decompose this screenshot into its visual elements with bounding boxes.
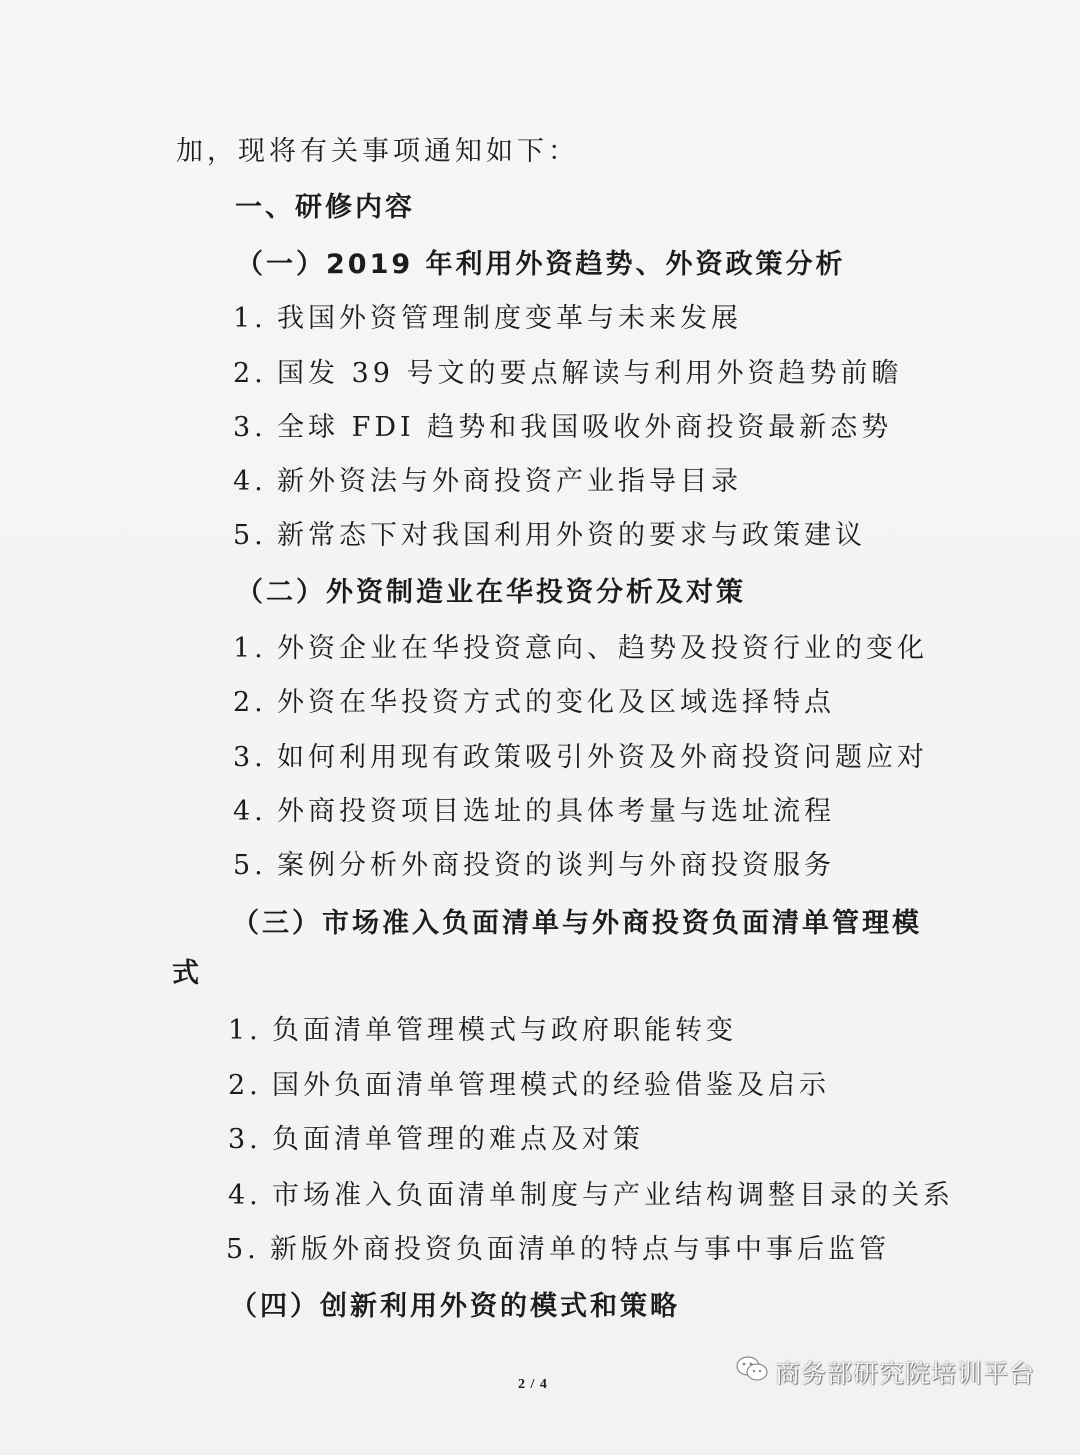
item-number: 1. bbox=[233, 633, 267, 664]
item-number: 5. bbox=[233, 520, 267, 551]
item-number: 1. bbox=[228, 1015, 262, 1046]
intro-line: 加，现将有关事项通知如下： bbox=[176, 136, 579, 167]
list-item bbox=[233, 632, 928, 666]
list-item bbox=[228, 1069, 830, 1103]
item-text: 新版外商投资负面清单的特点与事中事后监管 bbox=[270, 1234, 890, 1265]
list-item bbox=[233, 849, 835, 883]
group-heading-1: （一）2019 年利用外资趋势、外资政策分析 bbox=[236, 249, 846, 280]
list-item bbox=[233, 302, 742, 336]
group-heading-3-continued: 式 bbox=[172, 958, 202, 989]
item-number: 3. bbox=[233, 412, 267, 443]
list-item bbox=[228, 1014, 737, 1048]
item-text: 外商投资项目选址的具体考量与选址流程 bbox=[277, 796, 835, 827]
item-number: 4. bbox=[233, 796, 267, 827]
list-item bbox=[233, 686, 835, 720]
watermark bbox=[735, 1352, 1035, 1392]
item-number: 1. bbox=[233, 303, 267, 334]
item-number: 2. bbox=[233, 358, 267, 389]
item-text: 外资在华投资方式的变化及区域选择特点 bbox=[277, 687, 835, 718]
item-number: 3. bbox=[233, 742, 267, 773]
item-number: 4. bbox=[233, 466, 267, 497]
list-item bbox=[233, 465, 742, 499]
item-text: 负面清单管理模式与政府职能转变 bbox=[272, 1015, 737, 1046]
item-text: 外资企业在华投资意向、趋势及投资行业的变化 bbox=[277, 633, 928, 664]
page-number: 2 / 4 bbox=[518, 1377, 548, 1392]
section-title: 一、研修内容 bbox=[235, 192, 415, 223]
item-number: 5. bbox=[233, 850, 267, 881]
item-text: 案例分析外商投资的谈判与外商投资服务 bbox=[277, 850, 835, 881]
item-text: 新外资法与外商投资产业指导目录 bbox=[277, 466, 742, 497]
item-number: 4. bbox=[228, 1180, 262, 1211]
list-item bbox=[233, 411, 892, 445]
item-text: 国发 39 号文的要点解读与利用外资趋势前瞻 bbox=[277, 358, 903, 389]
wechat-icon bbox=[735, 1354, 775, 1390]
watermark-text: 商务部研究院培训平台 bbox=[775, 1359, 1036, 1388]
list-item bbox=[233, 357, 903, 391]
item-text: 如何利用现有政策吸引外资及外商投资问题应对 bbox=[277, 742, 928, 773]
item-text: 负面清单管理的难点及对策 bbox=[272, 1124, 644, 1155]
item-text: 国外负面清单管理模式的经验借鉴及启示 bbox=[272, 1070, 830, 1101]
item-number: 5. bbox=[226, 1234, 260, 1265]
item-text: 新常态下对我国利用外资的要求与政策建议 bbox=[277, 520, 866, 551]
list-item bbox=[233, 519, 866, 553]
group-heading-2: （二）外资制造业在华投资分析及对策 bbox=[236, 577, 746, 608]
item-number: 3. bbox=[228, 1124, 262, 1155]
group-heading-3: （三）市场准入负面清单与外商投资负面清单管理模 bbox=[232, 908, 922, 939]
item-text: 市场准入负面清单制度与产业结构调整目录的关系 bbox=[272, 1180, 954, 1211]
item-number: 2. bbox=[233, 687, 267, 718]
list-item bbox=[226, 1233, 890, 1267]
item-number: 2. bbox=[228, 1070, 262, 1101]
list-item bbox=[228, 1123, 644, 1157]
item-text: 全球 FDI 趋势和我国吸收外商投资最新态势 bbox=[277, 412, 893, 443]
list-item bbox=[233, 795, 835, 829]
list-item bbox=[233, 741, 928, 775]
list-item bbox=[228, 1179, 954, 1213]
group-heading-4: （四）创新利用外资的模式和策略 bbox=[230, 1291, 680, 1322]
item-text: 我国外资管理制度变革与未来发展 bbox=[277, 303, 742, 334]
